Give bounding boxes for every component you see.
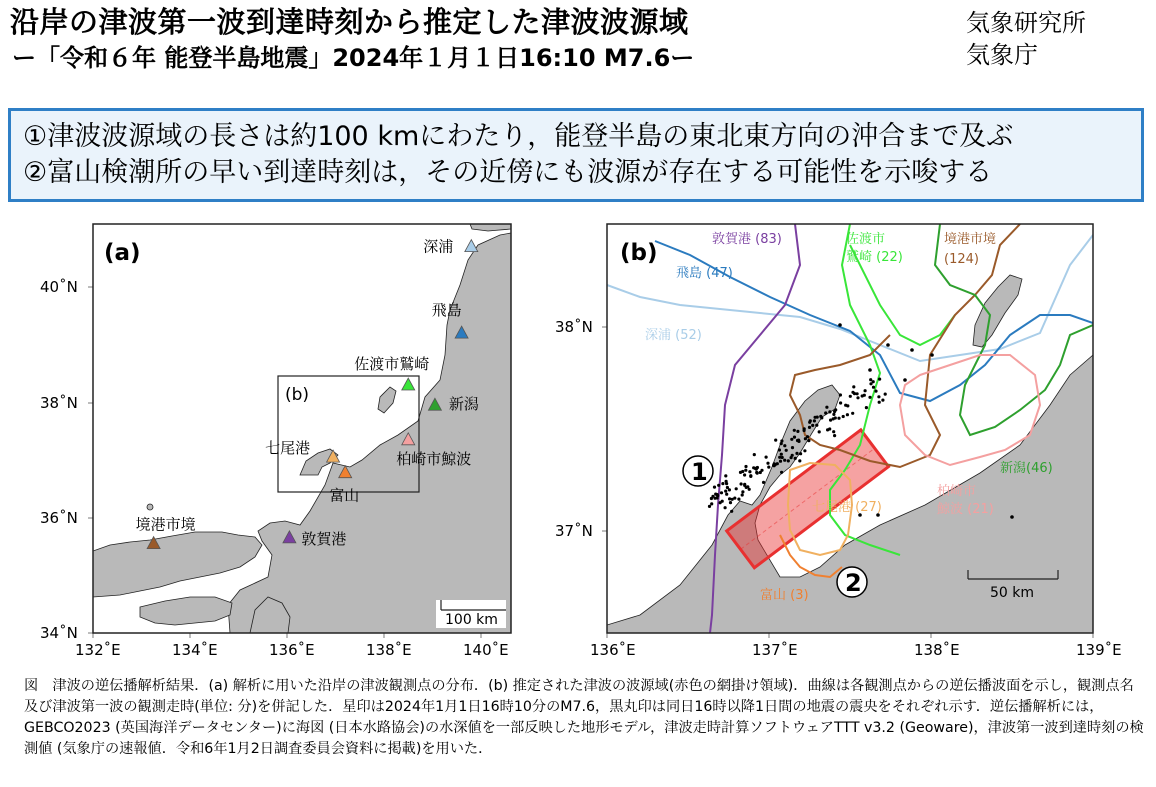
epicenter-dot (815, 424, 818, 427)
epicenter-dot (721, 482, 724, 485)
epicenter-dot (765, 456, 768, 459)
epicenter-dot (730, 510, 733, 513)
contour-label-fukaura: 深浦 (52) (645, 328, 702, 343)
epicenter-dot (852, 385, 855, 388)
epicenter-dot (846, 413, 849, 416)
epicenter-dot (781, 456, 784, 459)
organization-mri: 気象研究所 (966, 9, 1086, 37)
map-b-ytick: 38˚N (555, 318, 593, 336)
epicenter-dot (910, 348, 914, 352)
epicenter-dot (824, 411, 827, 414)
epicenter-dot (743, 473, 746, 476)
map-a-scale-label: 100 km (445, 612, 498, 628)
epicenter-dot (767, 466, 770, 469)
epicenter-dot (783, 459, 786, 462)
epicenter-dot (780, 471, 783, 474)
map-b (555, 224, 1122, 659)
epicenter-dot (868, 368, 872, 372)
station-label: 深浦 (423, 237, 454, 256)
epicenter-dot (780, 453, 783, 456)
epicenter-dot (808, 421, 811, 424)
station-label: 佐渡市鷲崎 (354, 355, 430, 374)
station-label: 境港市境 (135, 515, 196, 534)
epicenter-dot (807, 439, 810, 442)
epicenter-dot (735, 487, 738, 490)
epicenter-dot (780, 442, 783, 445)
marker-2-label: 2 (845, 569, 862, 597)
contour-label-kashiwazaki-1: 柏崎市 (937, 484, 977, 499)
epicenter-dot (778, 448, 781, 451)
epicenter-dot (803, 449, 806, 452)
epicenter-dot (868, 396, 871, 399)
epicenter-dot (741, 490, 744, 493)
epicenter-dot (744, 465, 747, 468)
epicenter-dot (793, 429, 796, 432)
epicenter-dot (930, 353, 934, 357)
epicenter-dot (724, 490, 727, 493)
epicenter-dot (838, 323, 842, 327)
epicenter-dot (785, 449, 788, 452)
epicenter-dot (726, 486, 729, 489)
epicenter-dot (869, 378, 872, 381)
contour-label-niigata: 新潟(46) (1000, 461, 1053, 476)
map-a-ytick: 36˚N (40, 509, 78, 527)
epicenter-dot (741, 493, 744, 496)
epicenter-dot (849, 395, 852, 398)
epicenter-dot (863, 394, 866, 397)
epicenter-dot (844, 404, 847, 407)
epicenter-dot (872, 386, 875, 389)
epicenter-dot (731, 498, 734, 501)
map-b-scale-label: 50 km (990, 585, 1035, 601)
map-a-ytick: 38˚N (40, 394, 78, 412)
epicenter-dot (725, 493, 728, 496)
map-b-xtick: 138˚E (914, 641, 960, 659)
map-a-panel-label: (a) (104, 240, 141, 266)
epicenter-dot (837, 417, 840, 420)
epicenter-dot (724, 474, 727, 477)
contour-label-tsuruga: 敦賀港 (83) (712, 232, 782, 247)
epicenter-dot (818, 430, 821, 433)
epicenter-dot (839, 401, 842, 404)
epicenter-dot (903, 378, 907, 382)
epicenter-dot (803, 427, 806, 430)
station-label: 富山 (329, 486, 360, 505)
epicenter-dot (790, 438, 793, 441)
summary-box (8, 108, 1144, 202)
epicenter-dot (794, 457, 797, 460)
epicenter-dot (1010, 515, 1014, 519)
epicenter-dot (834, 416, 837, 419)
epicenter-dot (869, 382, 872, 385)
epicenter-dot (856, 396, 859, 399)
contour-label-sado-2: 鷲崎 (22) (846, 250, 903, 265)
marker-1 (683, 456, 713, 486)
map-b-xtick: 137˚E (752, 641, 798, 659)
epicenter-dot (745, 486, 748, 489)
contour-label-sado-1: 佐渡市 (846, 232, 886, 247)
station-label: 七尾港 (265, 439, 311, 458)
map-b-ytick: 37˚N (555, 522, 593, 540)
map-b-panel-label: (b) (620, 240, 658, 266)
map-a-xtick: 140˚E (463, 641, 509, 659)
epicenter-dot (796, 430, 799, 433)
epicenter-dot (755, 468, 758, 471)
epicenter-dot (737, 498, 740, 501)
contour-label-kashiwazaki-2: 鯨波 (21) (937, 502, 994, 517)
station-label: 柏崎市鯨波 (396, 449, 472, 468)
epicenter-dot (749, 474, 752, 477)
map-a-ytick: 34˚N (40, 624, 78, 642)
epicenter-dot (790, 456, 793, 459)
epicenter-dot (791, 446, 794, 449)
epicenter-dot (748, 470, 751, 473)
marker-2 (837, 567, 867, 597)
map-b-xtick: 139˚E (1076, 641, 1122, 659)
epicenter-dot (828, 410, 831, 413)
summary-point-2: ②富山検潮所の早い到達時刻は，その近傍にも波源が存在する可能性を示唆する (23, 157, 993, 188)
page-subtitle: ー「令和６年 能登半島地震」2024年１月１日16:10 M7.6ー (12, 44, 695, 72)
epicenter-dot (713, 486, 716, 489)
epicenter-dot (839, 393, 842, 396)
epicenter-dot (798, 459, 801, 462)
map-a-xtick: 136˚E (269, 641, 315, 659)
page-title: 沿岸の津波第一波到達時刻から推定した津波波源域 (10, 5, 689, 39)
epicenter-dot (877, 395, 880, 398)
epicenter-dot (796, 439, 799, 442)
epicenter-dot (776, 462, 779, 465)
epicenter-dot (864, 389, 867, 392)
epicenter-dot (832, 430, 835, 433)
epicenter-dot (710, 502, 713, 505)
organization-jma: 気象庁 (966, 41, 1038, 69)
epicenter-dot (842, 415, 845, 418)
epicenter-dot (783, 444, 786, 447)
epicenter-dot (828, 427, 831, 430)
epicenter-dot (853, 392, 856, 395)
epicenter-dot (878, 401, 881, 404)
contour-label-sakaiminato-2: (124) (944, 252, 979, 267)
epicenter-dot (874, 390, 877, 393)
epicenter-dot (774, 439, 777, 442)
epicenter-dot (833, 410, 836, 413)
epicenter-dot (799, 452, 802, 455)
epicenter-dot (793, 436, 796, 439)
epicenter-dot (825, 406, 828, 409)
epicenter-dot (884, 393, 887, 396)
figure-caption: 図 津波の逆伝播解析結果．(a) 解析に用いた沿岸の津波観測点の分布．(b) 推定された津波の波源域(赤色の網掛け領域)．曲線は各観測点からの逆伝播波面を示し，観測点名及び津波第一波の観測走時(単位: 分)を併記した．星印は2024年1月1日16時10分のM7.6，黒丸印は同日16時以降1日間の地震の震央をそれぞれ示す．逆伝播解析には，GEBCO2023 (英国海洋データセンター)に海図 (日本水路協会)の水深値を一部反映した地形モデル，津波走時計算ソフトウェアTTT v3.2 (Geoware)，津波第一波到達時刻の検測値 (気象庁の速報値．令和6年1月2日調査委員会資料に掲載)を用いた． (24, 678, 1144, 757)
map-a-xtick: 132˚E (75, 641, 121, 659)
summary-point-1: ①津波波源域の長さは約100 kmにわたり，能登半島の東北東方向の沖合まで及ぶ (23, 121, 1014, 152)
contour-label-toyama: 富山 (3) (760, 588, 809, 603)
epicenter-dot (832, 413, 835, 416)
epicenter-dot (813, 419, 816, 422)
contour-label-sakaiminato-1: 境港市境 (944, 232, 997, 247)
epicenter-dot (766, 462, 769, 465)
epicenter-dot (729, 501, 732, 504)
map-a (40, 224, 511, 659)
epicenter-dot (721, 500, 724, 503)
map-a-xtick: 134˚E (172, 641, 218, 659)
epicenter-dot (708, 505, 711, 508)
epicenter-dot (865, 406, 868, 409)
epicenter-dot (740, 482, 743, 485)
epicenter-dot (886, 343, 890, 347)
epicenter-dot (756, 472, 759, 475)
epicenter-dot (779, 460, 782, 463)
map-a-inset-label: (b) (285, 385, 310, 405)
epicenter-dot (724, 506, 727, 509)
map-a-xtick: 138˚E (366, 641, 412, 659)
epicenter-dot (725, 480, 728, 483)
map-b-xtick: 136˚E (590, 641, 636, 659)
epicenter-dot (878, 378, 881, 381)
epicenter-dot (714, 493, 717, 496)
marker-1-label: 1 (691, 458, 708, 486)
station-label: 新潟 (448, 395, 479, 414)
epicenter-dot (881, 399, 884, 402)
contour-label-tobishima: 飛島 (47) (676, 266, 733, 281)
epicenter-dot (820, 416, 823, 419)
map-a-ytick: 40˚N (40, 278, 78, 296)
epicenter-dot (811, 424, 814, 427)
epicenter-dot (808, 426, 811, 429)
maps-figure (0, 205, 1156, 675)
epicenter-dot (814, 416, 817, 419)
epicenter-dot (851, 412, 854, 415)
epicenter-dot (795, 452, 798, 455)
epicenter-dot (762, 481, 765, 484)
epicenter-dot (753, 453, 756, 456)
epicenter-dot (713, 497, 716, 500)
epicenter-dot (804, 437, 807, 440)
station-label: 飛島 (431, 301, 462, 320)
contour-label-nanao: 七尾港 (27) (812, 500, 882, 515)
epicenter-dot (833, 434, 836, 437)
epicenter-dot (760, 469, 763, 472)
epicenter-dot (787, 459, 790, 462)
epicenter-dot (717, 484, 720, 487)
epicenter-dot (744, 469, 747, 472)
station-label: 敦賀港 (301, 529, 347, 548)
epicenter-dot (741, 470, 744, 473)
epicenter-dot (720, 491, 723, 494)
